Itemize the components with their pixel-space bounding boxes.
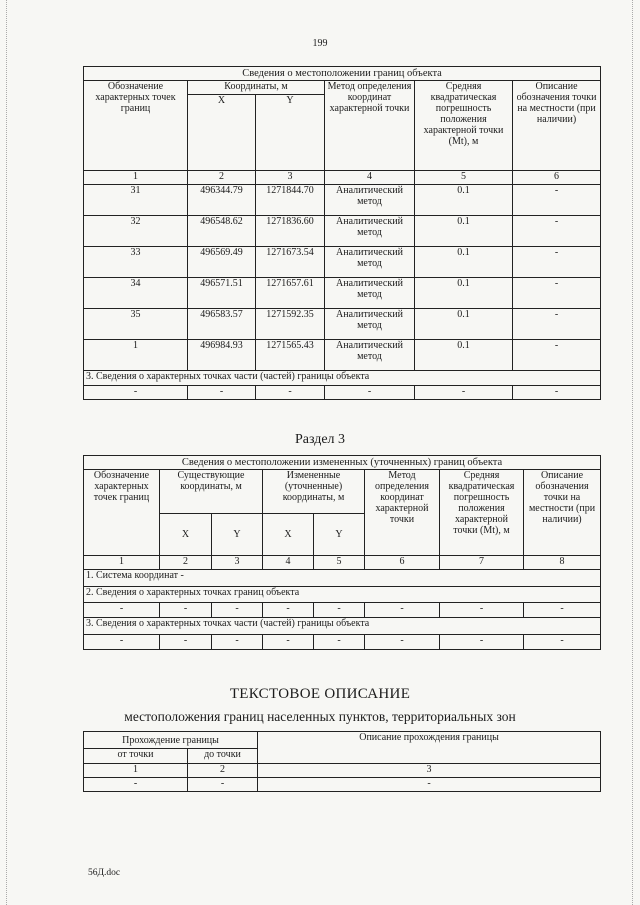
header-error: Средняя квадратическая погрешность положения характерной точки (Mt), м — [415, 81, 513, 171]
column-number: 5 — [314, 556, 365, 570]
error: 0.1 — [415, 309, 513, 340]
column-number: 1 — [84, 764, 188, 778]
part-boundary-heading: 3. Сведения о характерных точках части (частей) границы объекта — [84, 371, 601, 386]
table-row — [84, 216, 601, 247]
coord-y: 1271836.60 — [256, 216, 325, 247]
table-row — [84, 635, 601, 650]
section-title: Раздел 3 — [294, 432, 346, 447]
table-row — [84, 386, 601, 400]
column-number: 4 — [325, 171, 415, 185]
column-numbers-row — [84, 764, 601, 778]
part-boundary-heading: 3. Сведения о характерных точках части (частей) границы объекта — [84, 618, 601, 635]
table-row — [84, 340, 601, 371]
header-x: X — [263, 514, 314, 556]
header-route: Прохождение границы — [84, 732, 258, 749]
column-number: 3 — [258, 764, 601, 778]
header-x: X — [188, 95, 256, 171]
point-id: 33 — [84, 247, 188, 278]
header-existing-coordinates: Существующие координаты, м — [160, 470, 263, 514]
method: Аналитический метод — [325, 185, 415, 216]
column-number: 4 — [263, 556, 314, 570]
empty-cell: - — [160, 603, 212, 618]
method: Аналитический метод — [325, 247, 415, 278]
column-number: 2 — [188, 764, 258, 778]
coord-y: 1271592.35 — [256, 309, 325, 340]
header-designation: Обозначение характерных точек границ — [84, 470, 160, 556]
column-number: 3 — [212, 556, 263, 570]
empty-cell: - — [258, 778, 601, 792]
coord-x: 496569.49 — [188, 247, 256, 278]
description: - — [513, 185, 601, 216]
column-number: 6 — [513, 171, 601, 185]
point-id: 32 — [84, 216, 188, 247]
coord-y: 1271844.70 — [256, 185, 325, 216]
coord-y: 1271657.61 — [256, 278, 325, 309]
column-number: 3 — [256, 171, 325, 185]
empty-cell: - — [513, 386, 601, 400]
header-from-point: от точки — [84, 749, 188, 764]
point-id: 35 — [84, 309, 188, 340]
empty-cell: - — [314, 635, 365, 650]
table1-title: Сведения о местоположении границ объекта — [84, 67, 601, 81]
column-number: 2 — [160, 556, 212, 570]
empty-cell: - — [212, 635, 263, 650]
method: Аналитический метод — [325, 216, 415, 247]
coord-y: 1271565.43 — [256, 340, 325, 371]
error: 0.1 — [415, 340, 513, 371]
empty-cell: - — [263, 603, 314, 618]
empty-cell: - — [84, 386, 188, 400]
header-to-point: до точки — [188, 749, 258, 764]
empty-cell: - — [365, 635, 440, 650]
column-number: 1 — [84, 556, 160, 570]
header-y: Y — [256, 95, 325, 171]
header-method: Метод определения координат характерной точки — [365, 470, 440, 556]
scan-edge-left — [6, 0, 8, 905]
table-row — [84, 185, 601, 216]
empty-cell: - — [188, 386, 256, 400]
empty-cell: - — [84, 635, 160, 650]
file-name-footer: 56Д.doc — [88, 868, 121, 878]
empty-cell: - — [256, 386, 325, 400]
coord-y: 1271673.54 — [256, 247, 325, 278]
error: 0.1 — [415, 247, 513, 278]
point-id: 34 — [84, 278, 188, 309]
column-numbers-row — [84, 171, 601, 185]
column-number: 6 — [365, 556, 440, 570]
empty-cell: - — [160, 635, 212, 650]
table-row — [84, 603, 601, 618]
column-numbers-row — [84, 556, 601, 570]
empty-cell: - — [263, 635, 314, 650]
table-row — [84, 778, 601, 792]
coord-x: 496344.79 — [188, 185, 256, 216]
method: Аналитический метод — [325, 309, 415, 340]
text-description-title: ТЕКСТОВОЕ ОПИСАНИЕ — [229, 686, 411, 702]
page-number: 199 — [312, 38, 328, 49]
coordinate-system-line: 1. Система координат - — [84, 570, 601, 587]
boundary-location-table — [83, 66, 601, 400]
error: 0.1 — [415, 216, 513, 247]
point-id: 1 — [84, 340, 188, 371]
error: 0.1 — [415, 185, 513, 216]
point-id: 31 — [84, 185, 188, 216]
column-number: 5 — [415, 171, 513, 185]
method: Аналитический метод — [325, 278, 415, 309]
text-description-subtitle: местоположения границ населенных пунктов, территориальных зон — [124, 709, 516, 724]
header-method: Метод определения координат характерной точки — [325, 81, 415, 171]
boundary-points-heading: 2. Сведения о характерных точках границ объекта — [84, 587, 601, 603]
error: 0.1 — [415, 278, 513, 309]
column-number: 2 — [188, 171, 256, 185]
header-error: Средняя квадратическая погрешность положения характерной точки (Mt), м — [440, 470, 524, 556]
coord-x: 496984.93 — [188, 340, 256, 371]
empty-cell: - — [365, 603, 440, 618]
empty-cell: - — [524, 635, 601, 650]
column-number: 1 — [84, 171, 188, 185]
header-description: Описание обозначения точки на местности (при наличии) — [524, 470, 601, 556]
empty-cell: - — [84, 778, 188, 792]
description: - — [513, 340, 601, 371]
table-row — [84, 247, 601, 278]
empty-cell: - — [415, 386, 513, 400]
coord-x: 496548.62 — [188, 216, 256, 247]
header-x: X — [160, 514, 212, 556]
header-description: Описание обозначения точки на местности (при наличии) — [513, 81, 601, 171]
column-number: 7 — [440, 556, 524, 570]
empty-cell: - — [188, 778, 258, 792]
empty-cell: - — [524, 603, 601, 618]
coord-x: 496571.51 — [188, 278, 256, 309]
empty-cell: - — [440, 603, 524, 618]
description: - — [513, 278, 601, 309]
header-route-description: Описание прохождения границы — [258, 732, 601, 764]
boundary-route-table — [83, 731, 601, 792]
table-row — [84, 278, 601, 309]
scan-edge-right — [632, 0, 634, 905]
coord-x: 496583.57 — [188, 309, 256, 340]
changed-boundaries-table — [83, 455, 601, 650]
empty-cell: - — [212, 603, 263, 618]
description: - — [513, 309, 601, 340]
column-number: 8 — [524, 556, 601, 570]
header-coordinates: Координаты, м — [188, 81, 325, 95]
description: - — [513, 216, 601, 247]
empty-cell: - — [440, 635, 524, 650]
table2-title: Сведения о местоположении измененных (уточненных) границ объекта — [84, 456, 601, 470]
method: Аналитический метод — [325, 340, 415, 371]
empty-cell: - — [314, 603, 365, 618]
table-row — [84, 309, 601, 340]
header-y: Y — [212, 514, 263, 556]
header-changed-coordinates: Измененные (уточненные) координаты, м — [263, 470, 365, 514]
empty-cell: - — [325, 386, 415, 400]
header-y: Y — [314, 514, 365, 556]
description: - — [513, 247, 601, 278]
header-designation: Обозначение характерных точек границ — [84, 81, 188, 171]
empty-cell: - — [84, 603, 160, 618]
